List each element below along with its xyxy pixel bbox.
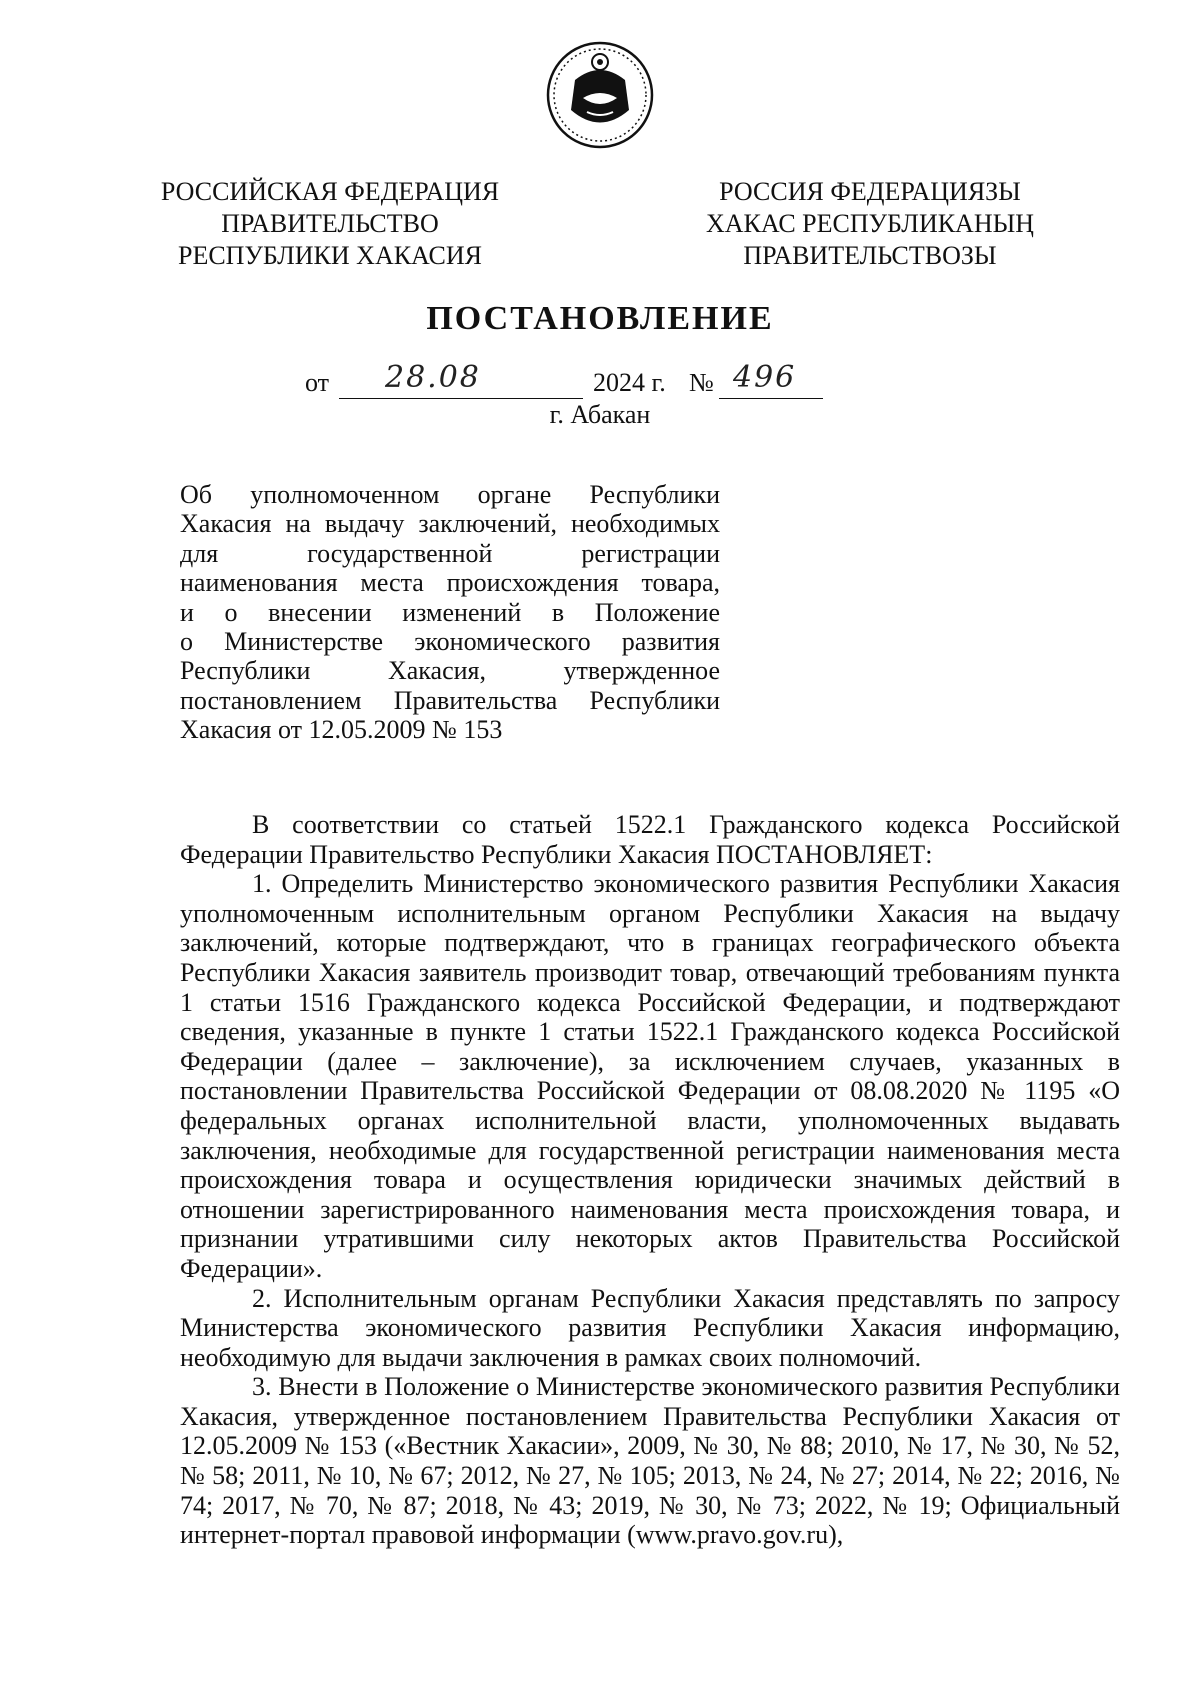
header-right-line: ПРАВИТЕЛЬСТВОЗЫ [743,241,997,270]
header-right-line: РОССИЯ ФЕДЕРАЦИЯЗЫ [719,177,1021,206]
body-paragraph: 1. Определить Министерство экономического развития Республики Хакасия уполномоченным исполнительным органом Республики Хакасия на выдачу заключений, которые подтверждают, что в границах географического объекта Республики Хакасия заявитель производит товар, отвечающий требованиям пункта 1 статьи 1516 Гражданского кодекса Российской Федерации, и подтверждают сведения, указанные в пункте 1 статьи 1522.1 Гражданского кодекса Российской Федерации (далее – заключение), за исключением случаев, указанных в постановлении Правительства Российской Федерации от 08.08.2020 № 1195 «О федеральных органах исполнительной власти, уполномоченных выдавать заключения, необходимые для государственной регистрации наименования места происхождения товара и осуществления юридически значимых действий в отношении зарегистрированного наименования места происхождения товара, и признании утратившими силу некоторых актов Правительства Российской Федерации». [180,869,1120,1283]
document-body [180,810,1120,1550]
number-underline [719,398,823,399]
subject-line: и о внесении изменений в Положение [180,597,720,627]
subject-line: постановлением Правительства Республики [180,685,720,715]
coat-of-arms-emblem [545,40,655,150]
header-left [150,176,510,272]
header-left-line: РОССИЙСКАЯ ФЕДЕРАЦИЯ [160,177,500,206]
city-label: г. Абакан [549,400,651,429]
header-right-line: ХАКАС РЕСПУБЛИКАНЫҢ [705,209,1035,238]
subject-line: Об уполномоченном органе Республики [180,480,720,509]
date-underline [339,398,583,399]
body-paragraph: 3. Внести в Положение о Министерстве экономического развития Республики Хакасия, утвержденное постановлением Правительства Республики Хакасия от 12.05.2009 № 153 («Вестник Хакасии», 2009, № 30, № 88; 2010, № 17, № 30, № 52, № 58; 2011, № 10, № 67; 2012, № 27, № 105; 2013, № 24, № 27; 2014, № 22; 2016, № 74; 2017, № 70, № 87; 2018, № 43; 2019, № 30, № 73; 2022, № 19; Официальный интернет-портал правовой информации (www.pravo.gov.ru), [180,1372,1120,1550]
handwritten-number: 496 [733,360,797,395]
subject-block [180,480,720,745]
header-left-line: РЕСПУБЛИКИ ХАКАСИЯ [177,241,482,270]
subject-line: для государственной регистрации [180,538,720,568]
subject-line: Республики Хакасия, утвержденное [180,656,720,686]
subject-line: о Министерстве экономического развития [180,627,720,657]
document-type-title: ПОСТАНОВЛЕНИЕ [426,300,774,337]
subject-line: Хакасия на выдачу заключений, необходимых [180,509,720,539]
body-paragraph: 2. Исполнительным органам Республики Хакасия представлять по запросу Министерства экономического развития Республики Хакасия информацию, необходимую для выдачи заключения в рамках своих полномочий. [180,1283,1120,1372]
header-left-line: ПРАВИТЕЛЬСТВО [221,209,439,238]
year-label: 2024 г. [593,368,666,397]
header-right [690,176,1050,272]
handwritten-date: 28.08 [385,360,481,395]
number-prefix: № [689,368,714,397]
body-paragraph: В соответствии со статьей 1522.1 Гражданского кодекса Российской Федерации Правительство Республики Хакасия ПОСТАНОВЛЯЕТ: [180,810,1120,869]
date-prefix: от [305,368,330,397]
subject-line: наименования места происхождения товара, [180,568,720,598]
subject-line: Хакасия от 12.05.2009 № 153 [180,715,503,745]
